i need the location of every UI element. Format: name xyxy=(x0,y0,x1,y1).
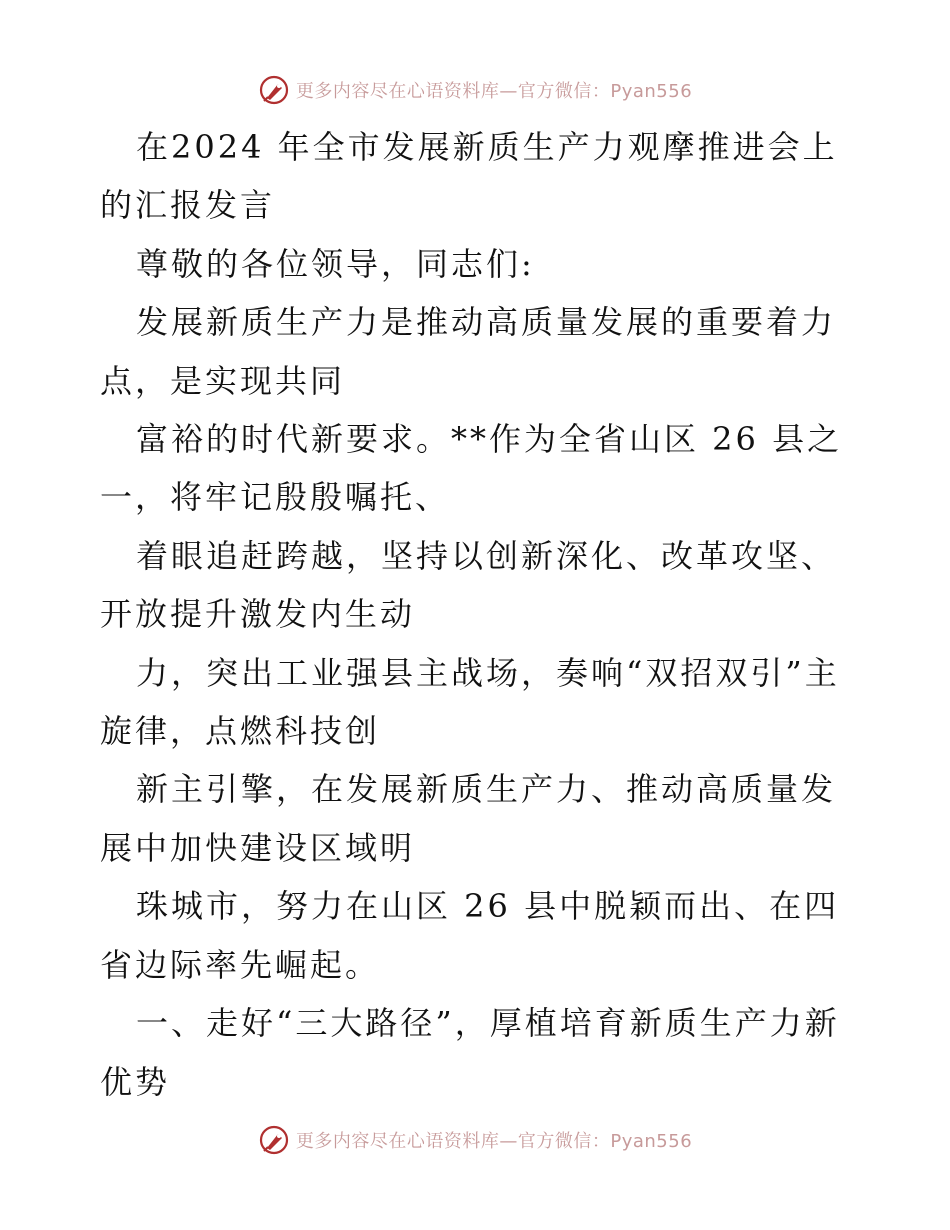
section-heading: 一、走好“三大路径”，厚植培育新质生产力新优势 xyxy=(100,1004,840,1101)
body-paragraph: 珠城市，努力在山区 26 县中脱颖而出、在四省边际率先崛起。 xyxy=(100,887,840,984)
body-paragraph: 力，突出工业强县主战场，奏响“双招双引”主旋律，点燃科技创 xyxy=(100,653,840,751)
pen-nib-logo-icon xyxy=(258,1124,290,1156)
header-watermark-text: 更多内容尽在心语资料库—官方微信：Pyan556 xyxy=(295,81,693,102)
salutation: 尊敬的各位领导，同志们: xyxy=(136,244,535,283)
pen-nib-logo-icon xyxy=(258,74,290,106)
body-paragraph: 新主引擎，在发展新质生产力、推动高质量发展中加快建设区域明 xyxy=(100,770,837,867)
header-watermark xyxy=(0,70,950,110)
footer-watermark-text: 更多内容尽在心语资料库—官方微信：Pyan556 xyxy=(295,1131,693,1152)
body-paragraph: 富裕的时代新要求。**作为全省山区 26 县之一，将牢记殷殷嘱托、 xyxy=(100,420,843,517)
footer-watermark xyxy=(0,1120,950,1160)
document-title: 在2024 年全市发展新质生产力观摩推进会上的汇报发言 xyxy=(100,128,838,225)
body-paragraph: 发展新质生产力是推动高质量发展的重要着力点，是实现共同 xyxy=(100,303,837,400)
body-paragraph: 着眼追赶跨越，坚持以创新深化、改革攻坚、开放提升激发内生动 xyxy=(100,536,837,634)
document-body xyxy=(100,118,860,1111)
